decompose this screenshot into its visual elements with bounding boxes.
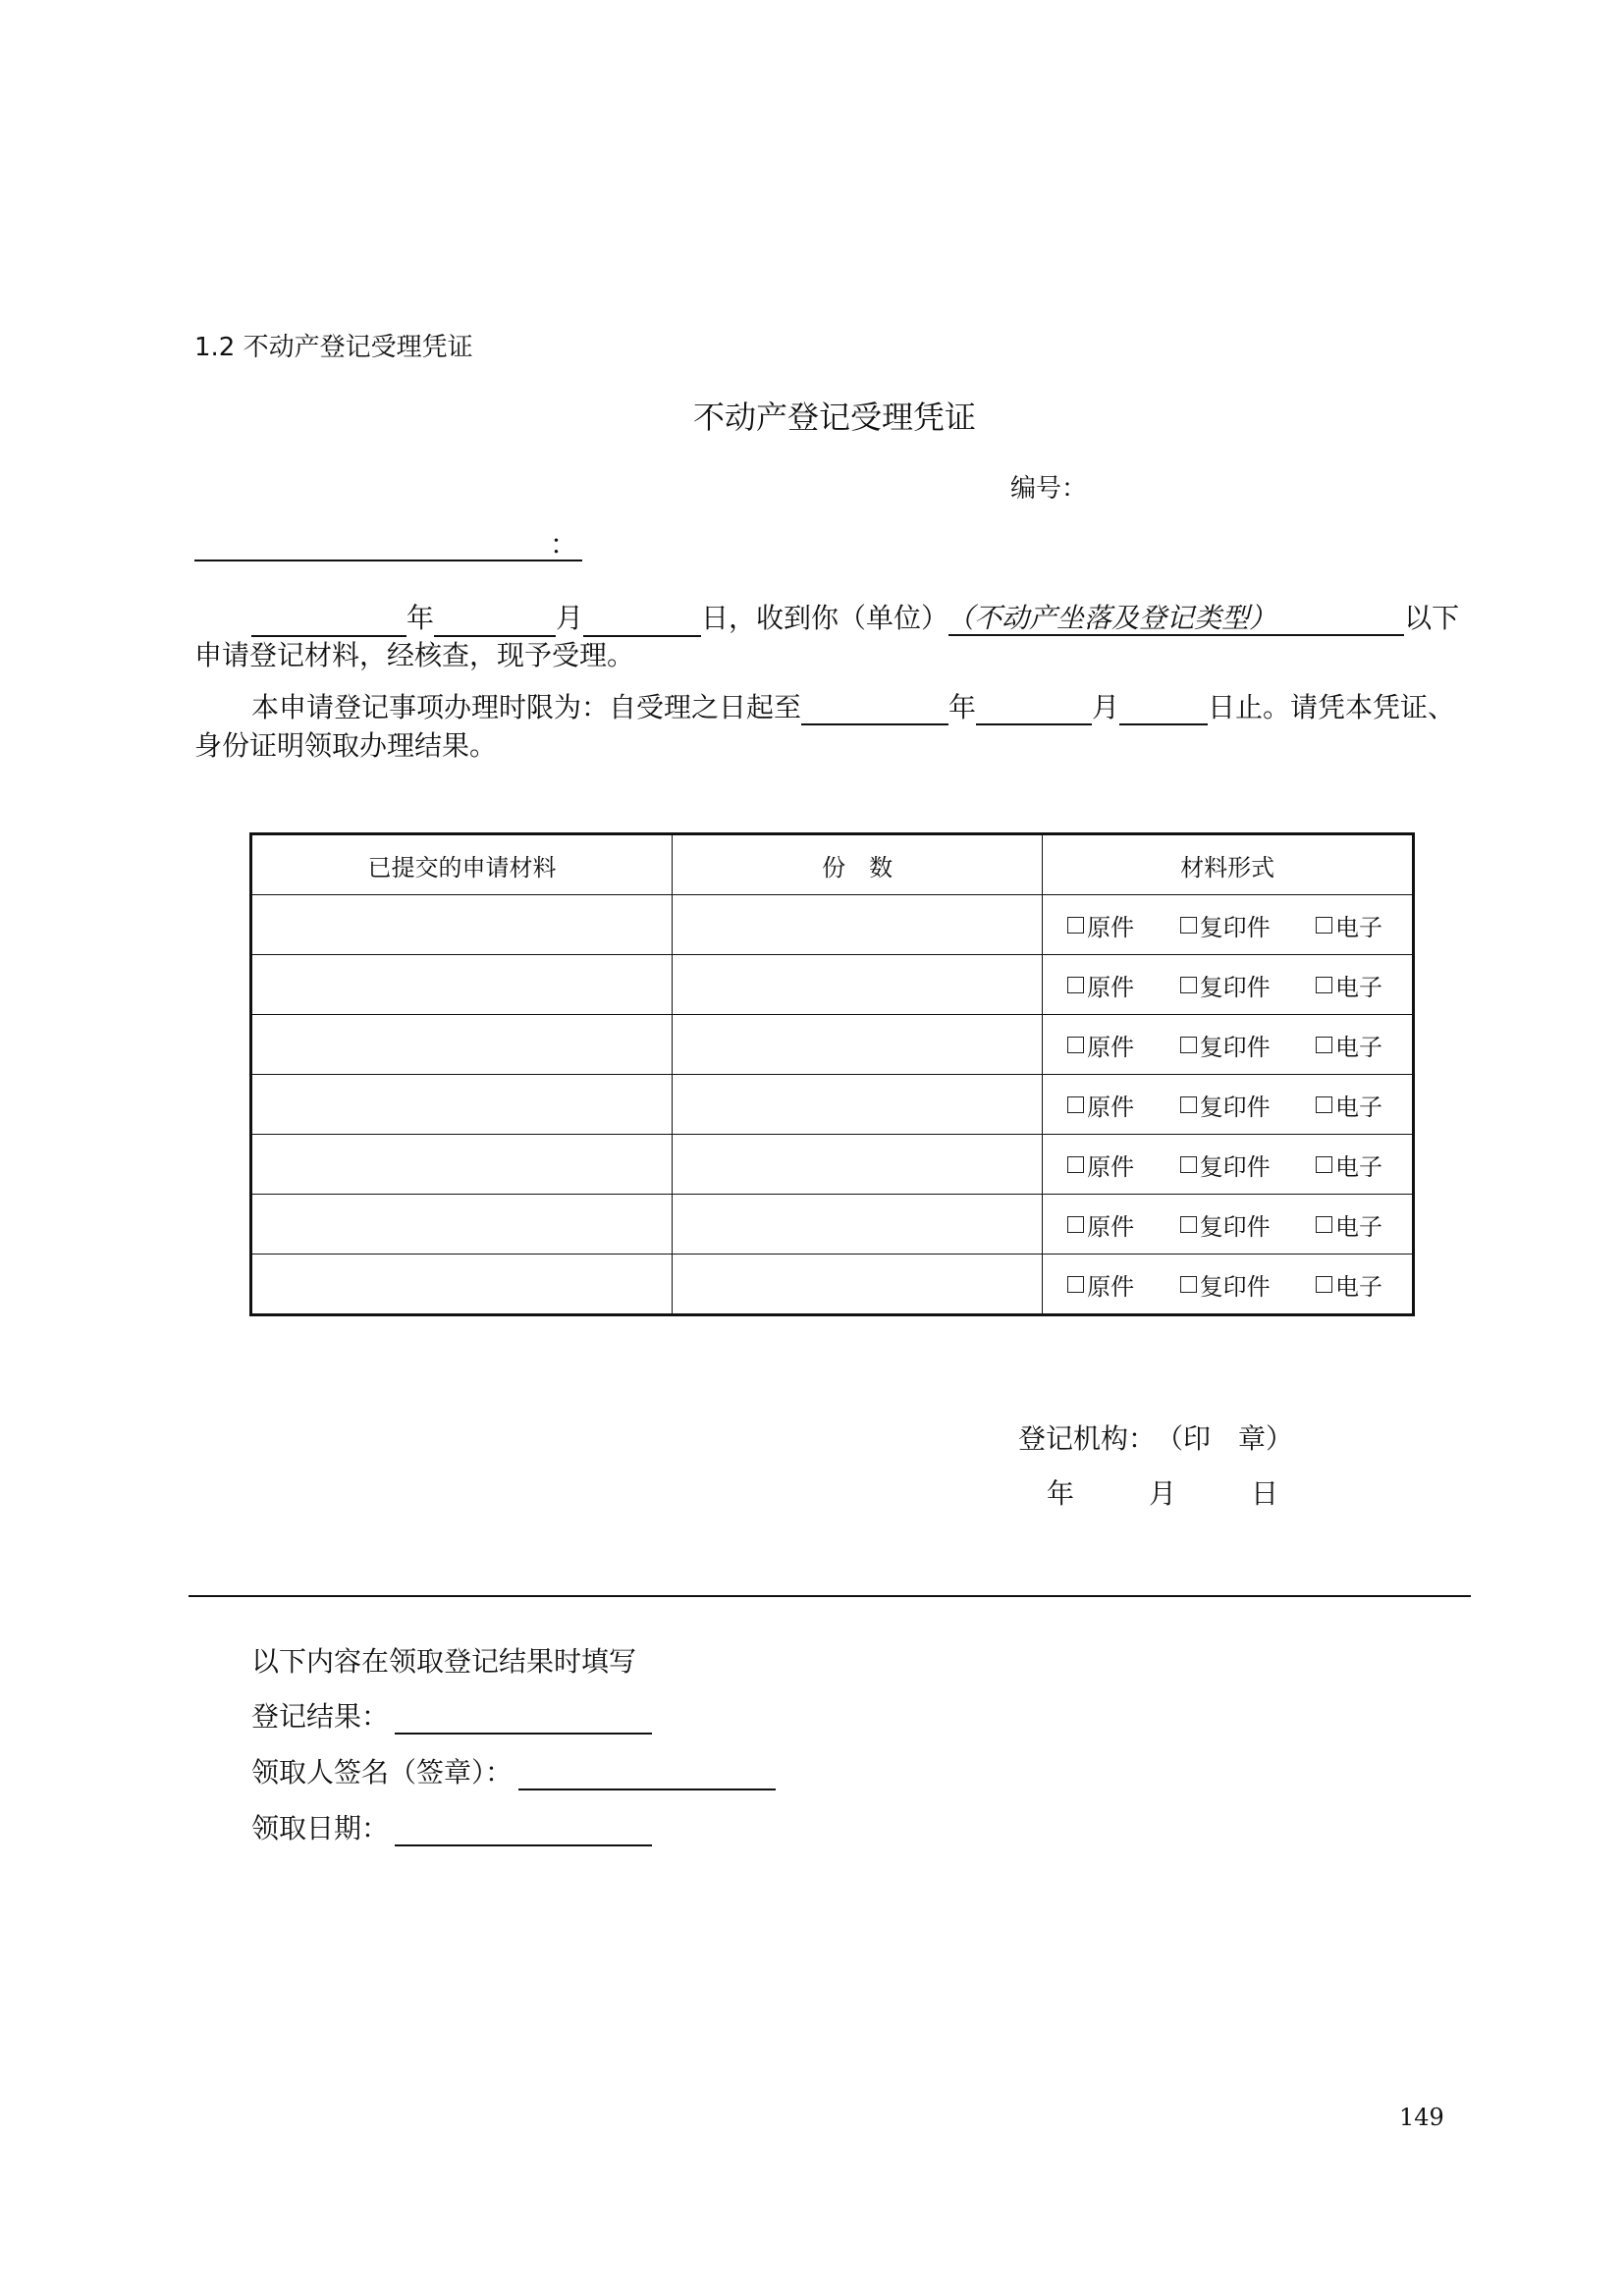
deadline-month-field[interactable] — [976, 694, 1092, 725]
option-original-checkbox[interactable] — [1067, 1207, 1134, 1242]
recipient-signature-label: 领取人签名（签章）： — [251, 1756, 514, 1789]
property-location-type-field[interactable]: （不动产坐落及登记类型） — [948, 602, 1404, 636]
table-row — [251, 1195, 1414, 1255]
table-row — [251, 1075, 1414, 1135]
material-form-cell — [1043, 1015, 1414, 1075]
option-copy-checkbox[interactable] — [1180, 1267, 1271, 1302]
option-copy-checkbox[interactable] — [1180, 1088, 1271, 1122]
option-label: 复印件 — [1199, 973, 1271, 1001]
section-divider — [189, 1595, 1471, 1597]
option-copy-checkbox[interactable] — [1180, 1028, 1271, 1062]
issue-date-line — [1047, 1476, 1278, 1512]
option-electronic-checkbox[interactable] — [1316, 1267, 1382, 1302]
checkbox-icon — [1067, 1037, 1084, 1053]
table-row — [251, 1255, 1414, 1315]
option-original-checkbox[interactable] — [1067, 908, 1134, 942]
table-row — [251, 895, 1414, 955]
material-form-options — [1043, 1028, 1412, 1062]
registration-org-label: 登记机构： — [1018, 1422, 1157, 1455]
option-label: 原件 — [1087, 973, 1135, 1001]
table-row — [251, 1015, 1414, 1075]
header-materials: 已提交的申请材料 — [251, 834, 673, 895]
receipt-paragraph-line2: 申请登记材料，经核查，现予受理。 — [194, 639, 635, 671]
checkbox-icon — [1180, 977, 1197, 993]
option-electronic-checkbox[interactable] — [1316, 1148, 1382, 1182]
table-header-row — [251, 834, 1414, 895]
header-material-form: 材料形式 — [1043, 834, 1414, 895]
registration-org-line — [1018, 1421, 1293, 1457]
checkbox-icon — [1067, 1276, 1084, 1293]
received-day-field[interactable] — [583, 606, 701, 637]
recipient-signature-row — [251, 1755, 776, 1790]
deadline-lead-text: 本申请登记事项办理时限为：自受理之日起至 — [251, 691, 802, 723]
checkbox-icon — [1180, 917, 1197, 934]
checkbox-icon — [1316, 1037, 1332, 1053]
header-copies: 份 数 — [673, 834, 1043, 895]
option-electronic-checkbox[interactable] — [1316, 908, 1382, 942]
option-electronic-checkbox[interactable] — [1316, 1088, 1382, 1122]
material-form-options — [1043, 908, 1412, 942]
pickup-date-row — [251, 1811, 652, 1846]
received-text: 日，收到你（单位） — [701, 602, 949, 634]
document-title: 不动产登记受理凭证 — [692, 399, 976, 436]
option-label: 复印件 — [1199, 1093, 1271, 1121]
material-name-cell[interactable] — [251, 895, 673, 955]
copies-cell[interactable] — [673, 1255, 1043, 1315]
material-form-cell — [1043, 1195, 1414, 1255]
copies-cell[interactable] — [673, 955, 1043, 1015]
option-copy-checkbox[interactable] — [1180, 968, 1271, 1002]
issue-day-text: 日 — [1251, 1477, 1279, 1510]
option-original-checkbox[interactable] — [1067, 968, 1134, 1002]
copies-cell[interactable] — [673, 1075, 1043, 1135]
material-form-options — [1043, 1267, 1412, 1302]
deadline-day-field[interactable] — [1119, 694, 1208, 725]
checkbox-icon — [1067, 1216, 1084, 1233]
pickup-date-field[interactable] — [395, 1815, 652, 1846]
option-label: 复印件 — [1199, 1212, 1271, 1241]
copies-cell[interactable] — [673, 1135, 1043, 1195]
copies-cell[interactable] — [673, 895, 1043, 955]
registration-result-row — [251, 1699, 652, 1735]
deadline-end-text: 日止。请凭本凭证、 — [1208, 691, 1456, 723]
option-label: 原件 — [1087, 1033, 1135, 1061]
seal-placeholder: （印 章） — [1169, 1422, 1294, 1455]
option-label: 电子 — [1335, 973, 1382, 1001]
checkbox-icon — [1180, 1276, 1197, 1293]
material-name-cell[interactable] — [251, 1195, 673, 1255]
checkbox-icon — [1067, 1096, 1084, 1113]
receipt-paragraph-line1 — [194, 601, 1471, 637]
recipient-name-field[interactable] — [194, 530, 582, 561]
copies-cell[interactable] — [673, 1015, 1043, 1075]
material-form-cell — [1043, 1255, 1414, 1315]
pickup-date-label: 领取日期： — [251, 1812, 390, 1844]
option-label: 原件 — [1087, 1212, 1135, 1241]
checkbox-icon — [1316, 917, 1332, 934]
option-original-checkbox[interactable] — [1067, 1267, 1134, 1302]
material-form-cell — [1043, 1135, 1414, 1195]
deadline-paragraph-line2: 身份证明领取办理结果。 — [194, 729, 498, 762]
page-number: 149 — [1399, 2104, 1444, 2131]
deadline-month-text: 月 — [1092, 691, 1120, 723]
option-electronic-checkbox[interactable] — [1316, 1207, 1382, 1242]
checkbox-icon — [1180, 1037, 1197, 1053]
option-label: 复印件 — [1199, 913, 1271, 941]
option-label: 电子 — [1335, 1272, 1382, 1301]
option-original-checkbox[interactable] — [1067, 1028, 1134, 1062]
option-label: 原件 — [1087, 1152, 1135, 1181]
checkbox-icon — [1180, 1156, 1197, 1173]
after-text: 以下 — [1404, 602, 1460, 634]
material-form-options — [1043, 968, 1412, 1002]
issue-year-text: 年 — [1047, 1477, 1075, 1510]
section-title: 1.2 不动产登记受理凭证 — [194, 333, 473, 362]
deadline-paragraph-line1 — [194, 690, 1471, 725]
checkbox-icon — [1316, 1096, 1332, 1113]
deadline-year-field[interactable] — [801, 694, 948, 725]
table-row — [251, 1135, 1414, 1195]
checkbox-icon — [1316, 977, 1332, 993]
registration-result-label: 登记结果： — [251, 1700, 390, 1733]
option-label: 原件 — [1087, 913, 1135, 941]
option-copy-checkbox[interactable] — [1180, 908, 1271, 942]
month-text: 月 — [556, 602, 584, 634]
issue-month-text: 月 — [1149, 1477, 1177, 1510]
checkbox-icon — [1180, 1096, 1197, 1113]
serial-number-label: 编号： — [1010, 474, 1088, 504]
checkbox-icon — [1316, 1276, 1332, 1293]
material-name-cell[interactable] — [251, 1075, 673, 1135]
option-original-checkbox[interactable] — [1067, 1088, 1134, 1122]
option-label: 复印件 — [1199, 1152, 1271, 1181]
checkbox-icon — [1067, 1156, 1084, 1173]
material-form-cell — [1043, 1075, 1414, 1135]
option-label: 原件 — [1087, 1093, 1135, 1121]
option-copy-checkbox[interactable] — [1180, 1148, 1271, 1182]
option-label: 电子 — [1335, 1033, 1382, 1061]
material-form-cell — [1043, 895, 1414, 955]
option-label: 电子 — [1335, 1093, 1382, 1121]
copies-cell[interactable] — [673, 1195, 1043, 1255]
deadline-year-text: 年 — [948, 691, 977, 723]
pickup-note: 以下内容在领取登记结果时填写 — [251, 1645, 637, 1678]
checkbox-icon — [1067, 917, 1084, 934]
submitted-materials-table — [249, 832, 1415, 1316]
year-text: 年 — [406, 602, 435, 634]
option-label: 电子 — [1335, 1212, 1382, 1241]
material-name-cell[interactable] — [251, 1255, 673, 1315]
checkbox-icon — [1067, 977, 1084, 993]
option-label: 电子 — [1335, 913, 1382, 941]
option-copy-checkbox[interactable] — [1180, 1207, 1271, 1242]
table-row — [251, 955, 1414, 1015]
material-name-cell[interactable] — [251, 1015, 673, 1075]
received-month-field[interactable] — [434, 606, 556, 637]
option-label: 电子 — [1335, 1152, 1382, 1181]
recipient-colon: ： — [550, 528, 578, 561]
option-electronic-checkbox[interactable] — [1316, 1028, 1382, 1062]
material-name-cell[interactable] — [251, 955, 673, 1015]
option-electronic-checkbox[interactable] — [1316, 968, 1382, 1002]
material-form-options — [1043, 1207, 1412, 1242]
option-original-checkbox[interactable] — [1067, 1148, 1134, 1182]
checkbox-icon — [1316, 1156, 1332, 1173]
option-label: 复印件 — [1199, 1272, 1271, 1301]
option-label: 复印件 — [1199, 1033, 1271, 1061]
checkbox-icon — [1180, 1216, 1197, 1233]
checkbox-icon — [1316, 1216, 1332, 1233]
recipient-signature-field[interactable] — [518, 1759, 776, 1790]
registration-result-field[interactable] — [395, 1703, 652, 1735]
material-form-cell — [1043, 955, 1414, 1015]
option-label: 原件 — [1087, 1272, 1135, 1301]
material-form-options — [1043, 1088, 1412, 1122]
material-name-cell[interactable] — [251, 1135, 673, 1195]
received-year-field[interactable] — [251, 606, 406, 637]
material-form-options — [1043, 1148, 1412, 1182]
